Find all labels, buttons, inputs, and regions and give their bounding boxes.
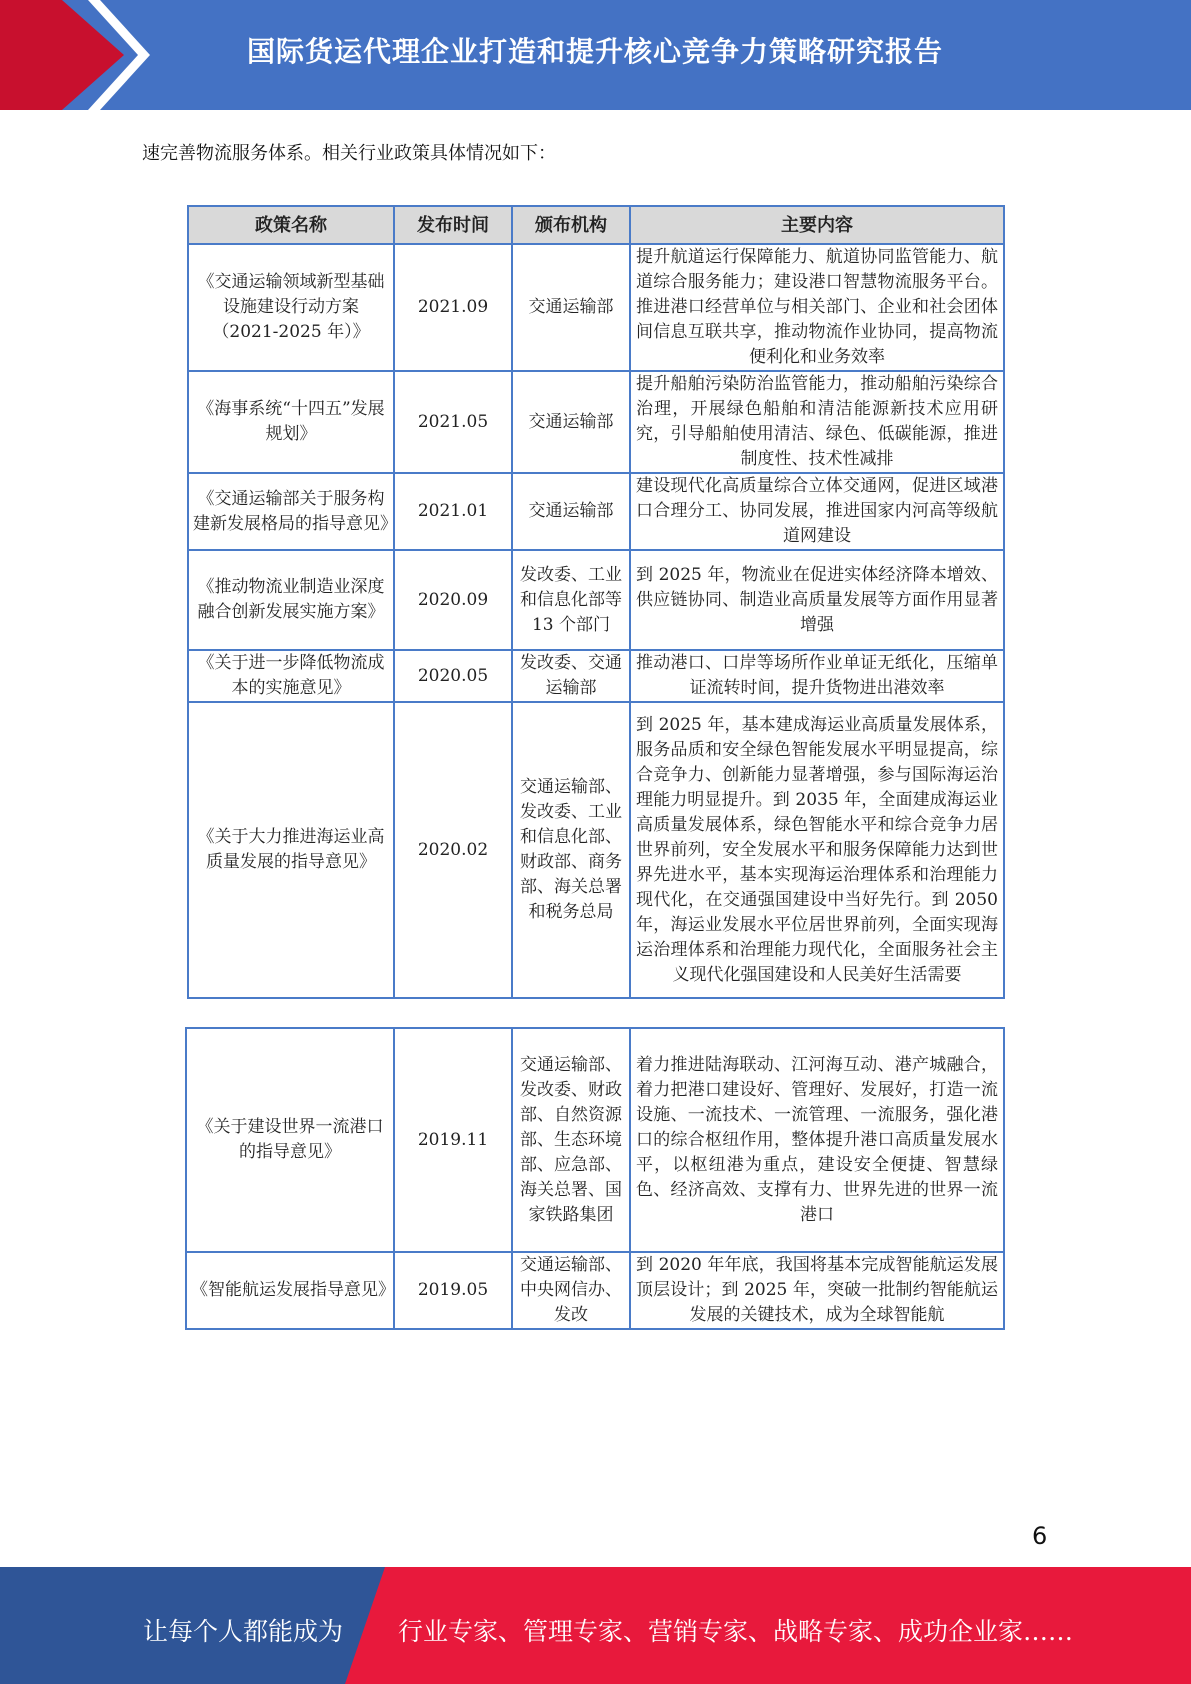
- header-chevron-decoration: [0, 0, 150, 110]
- policy-content: 到 2025 年，物流业在促进实体经济降本增效、供应链协同、制造业高质量发展等方面作用显著增强: [630, 550, 1004, 650]
- policy-content: 提升航道运行保障能力、航道协同监管能力、航道综合服务能力；建设港口智慧物流服务平台。推进港口经营单位与相关部门、企业和社会团体间信息互联共享，推动物流作业协同，提高物流便利化和业务效率: [630, 244, 1004, 371]
- policy-agency: 交通运输部、中央网信办、发改: [512, 1252, 630, 1329]
- table-row: [188, 550, 1004, 650]
- header-policy-name: 政策名称: [188, 206, 394, 244]
- policy-agency: 交通运输部、发改委、工业和信息化部、财政部、商务部、海关总署和税务总局: [512, 702, 630, 998]
- footer-bar: [0, 1567, 1191, 1684]
- policy-agency: 交通运输部: [512, 473, 630, 550]
- policy-content: 到 2020 年年底，我国将基本完成智能航运发展顶层设计；到 2025 年，突破一批制约智能航运发展的关键技术，成为全球智能航: [630, 1252, 1004, 1329]
- policy-date: 2020.02: [394, 702, 512, 998]
- page-number: 6: [1032, 1522, 1048, 1550]
- report-title: 国际货运代理企业打造和提升核心竞争力策略研究报告: [247, 35, 944, 68]
- policy-name: 《智能航运发展指导意见》: [186, 1252, 394, 1329]
- policy-date: 2021.05: [394, 371, 512, 473]
- footer-slogan-left: 让每个人都能成为: [143, 1617, 344, 1646]
- intro-text: 速完善物流服务体系。相关行业政策具体情况如下：: [142, 143, 556, 164]
- policy-content: 推动港口、口岸等场所作业单证无纸化，压缩单证流转时间，提升货物进出港效率: [630, 650, 1004, 702]
- policy-content: 提升船舶污染防治监管能力，推动船舶污染综合治理，开展绿色船舶和清洁能源新技术应用研究，引导船舶使用清洁、绿色、低碳能源，推进制度性、技术性减排: [630, 371, 1004, 473]
- table-header-row: [188, 206, 1004, 244]
- policy-date: 2020.09: [394, 550, 512, 650]
- policy-name: 《海事系统“十四五”发展规划》: [188, 371, 394, 473]
- policy-date: 2019.11: [394, 1028, 512, 1252]
- policy-table-continued: [185, 1027, 1005, 1330]
- table-row: [188, 244, 1004, 371]
- policy-content: 着力推进陆海联动、江河海互动、港产城融合，着力把港口建设好、管理好、发展好，打造一流设施、一流技术、一流管理、一流服务，强化港口的综合枢纽作用，整体提升港口高质量发展水平，以枢纽港为重点，建设安全便捷、智慧绿色、经济高效、支撑有力、世界先进的世界一流港口: [630, 1028, 1004, 1252]
- table-row: [188, 371, 1004, 473]
- policy-name: 《交通运输部关于服务构建新发展格局的指导意见》: [188, 473, 394, 550]
- header-bar: [0, 0, 1191, 110]
- policy-agency: 交通运输部: [512, 371, 630, 473]
- policy-name: 《关于进一步降低物流成本的实施意见》: [188, 650, 394, 702]
- header-release-date: 发布时间: [394, 206, 512, 244]
- policy-agency: 交通运输部、发改委、财政部、自然资源部、生态环境部、应急部、海关总署、国家铁路集团: [512, 1028, 630, 1252]
- policy-agency: 交通运输部: [512, 244, 630, 371]
- table-row: [188, 473, 1004, 550]
- policy-date: 2019.05: [394, 1252, 512, 1329]
- policy-content: 到 2025 年，基本建成海运业高质量发展体系，服务品质和安全绿色智能发展水平明显提高，综合竞争力、创新能力显著增强，参与国际海运治理能力明显提升。到 2035 年，全面建成海运业高质量发展体系，绿色智能水平和综合竞争力居世界前列，安全发展水平和服务保障能力达到世界先进水平，基本实现海运治理体系和治理能力现代化，在交通强国建设中当好先行。到 2050 年，海运业发展水平位居世界前列，全面实现海运治理体系和治理能力现代化，全面服务社会主义现代化强国建设和人民美好生活需要: [630, 702, 1004, 998]
- policy-date: 2021.09: [394, 244, 512, 371]
- table-row: [188, 702, 1004, 998]
- footer-slogan-right: 行业专家、管理专家、营销专家、战略专家、成功企业家……: [398, 1617, 1074, 1646]
- policy-table: [187, 205, 1005, 999]
- table-row: [188, 650, 1004, 702]
- header-main-content: 主要内容: [630, 206, 1004, 244]
- policy-name: 《关于大力推进海运业高质量发展的指导意见》: [188, 702, 394, 998]
- policy-agency: 发改委、工业和信息化部等 13 个部门: [512, 550, 630, 650]
- policy-name: 《推动物流业制造业深度融合创新发展实施方案》: [188, 550, 394, 650]
- policy-date: 2020.05: [394, 650, 512, 702]
- policy-agency: 发改委、交通运输部: [512, 650, 630, 702]
- header-agency: 颁布机构: [512, 206, 630, 244]
- table-row: [186, 1028, 1004, 1252]
- table-row: [186, 1252, 1004, 1329]
- policy-name: 《交通运输领域新型基础设施建设行动方案（2021-2025 年）》: [188, 244, 394, 371]
- policy-name: 《关于建设世界一流港口的指导意见》: [186, 1028, 394, 1252]
- policy-content: 建设现代化高质量综合立体交通网，促进区域港口合理分工、协同发展，推进国家内河高等级航道网建设: [630, 473, 1004, 550]
- policy-date: 2021.01: [394, 473, 512, 550]
